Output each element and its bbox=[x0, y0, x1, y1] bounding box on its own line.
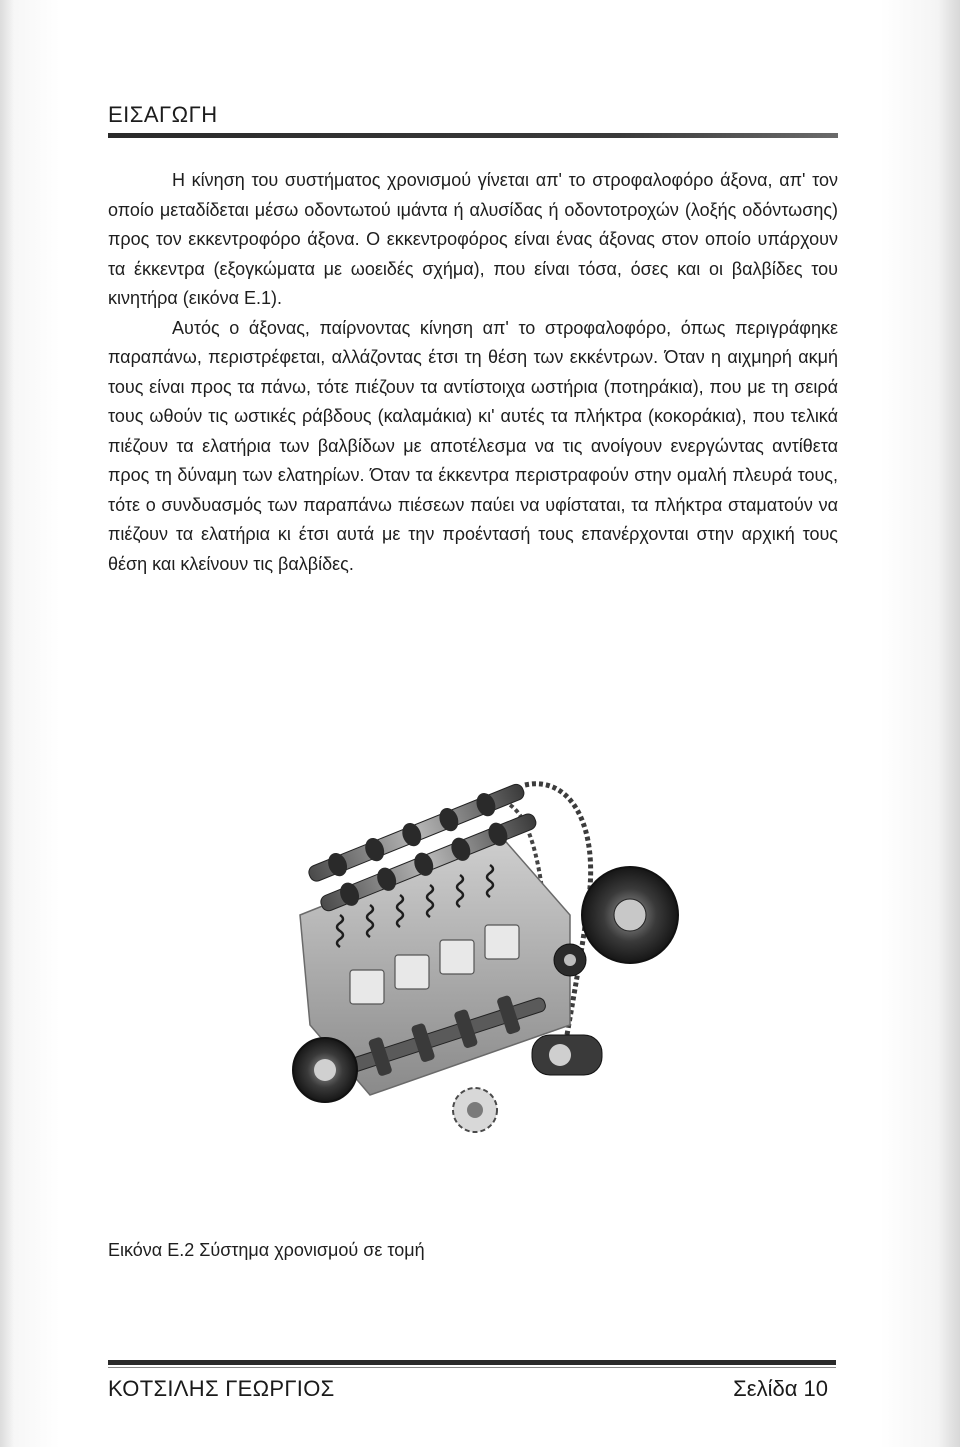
page-edge-shadow-right bbox=[938, 0, 960, 1447]
page-number: Σελίδα 10 bbox=[733, 1376, 828, 1401]
footer-author: ΚΟΤΣΙΛΗΣ ΓΕΩΡΓΙΟΣ bbox=[108, 1376, 335, 1401]
engine-cutaway-icon bbox=[270, 765, 690, 1150]
section-title: ΕΙΣΑΓΩΓΗ bbox=[108, 102, 218, 127]
figure-caption: Εικόνα Ε.2 Σύστημα χρονισμού σε τομή bbox=[108, 1240, 425, 1260]
footer-divider-thin bbox=[108, 1367, 836, 1368]
body-text bbox=[108, 166, 838, 579]
header-divider bbox=[108, 133, 838, 138]
footer-divider bbox=[108, 1360, 836, 1365]
page-edge-shadow-left bbox=[0, 0, 14, 1447]
paragraph-1: Η κίνηση του συστήματος χρονισμού γίνεται απ' το στροφαλοφόρο άξονα, απ' τον οποίο μεταδίδεται μέσω οδοντωτού ιμάντα ή αλυσίδας ή οδοντοτροχών (λοξής οδόντωσης) προς τον εκκεντροφόρο άξονα. Ο εκκεντροφόρος είναι ένας άξονας στον οποίο υπάρχουν τα έκκεντρα (εξογκώματα με ωοειδές σχήμα), που είναι τόσα, όσες και οι βαλβίδες του κινητήρα (εικόνα Ε.1). bbox=[108, 170, 838, 308]
paragraph-2: Αυτός ο άξονας, παίρνοντας κίνηση απ' το στροφαλοφόρο, όπως περιγράφηκε παραπάνω, περιστρέφεται, αλλάζοντας έτσι τη θέση των εκκέντρων. Όταν η αιχμηρή ακμή τους είναι προς τα πάνω, τότε πιέζουν τα αντίστοιχα ωστήρια (ποτηράκια), που με τη σειρά τους ωθούν τις ωστικές ράβδους (καλαμάκια) κι' αυτές τα πλήκτρα (κοκοράκια), που τελικά πιέζουν τα ελατήρια των βαλβίδων με αποτέλεσμα να τις ανοίγουν ενεργώντας αντίθετα προς τη δύναμη των ελατηρίων. Όταν τα έκκεντρα περιστραφούν στην ομαλή πλευρά τους, τότε ο συνδυασμός των παραπάνω πιέσεων παύει να υφίσταται, τα πλήκτρα σταματούν να πιέζουν τα ελατήρια κι έτσι αυτά με την προέντασή τους επανέρχονται στην αρχική τους θέση και κλείνουν τις βαλβίδες. bbox=[108, 317, 838, 574]
engine-timing-figure bbox=[270, 765, 690, 1150]
